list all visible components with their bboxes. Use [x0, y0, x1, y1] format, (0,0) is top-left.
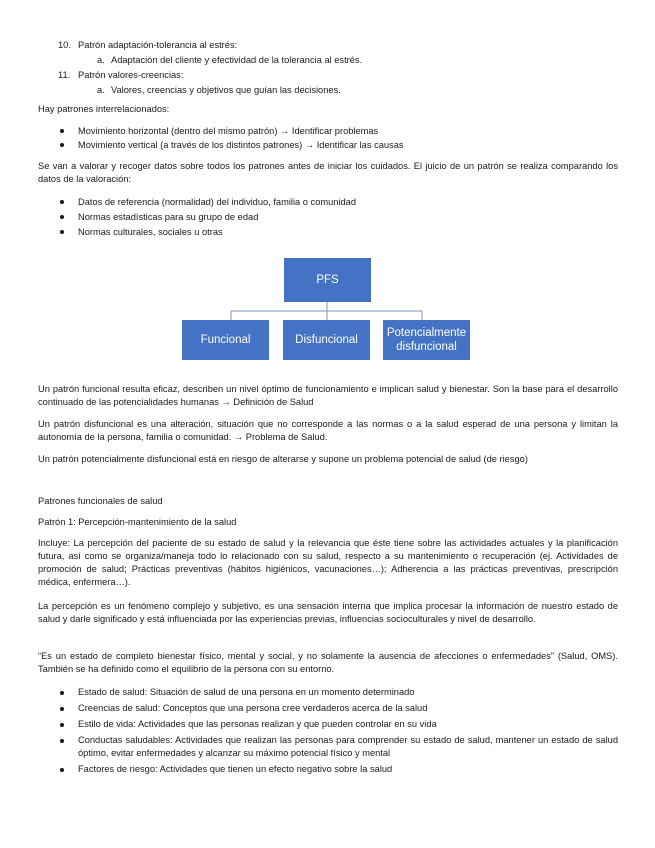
diagram-root-pfs: PFS	[284, 258, 371, 302]
diagram-node-potencialmente-disfuncional: Potencialmente disfuncional	[383, 320, 470, 360]
bullet-icon	[60, 143, 64, 147]
numbered-item-11: 11. Patrón valores-creencias:	[58, 70, 184, 80]
definition-disfuncional: Un patrón disfuncional es una alteración, situación que no corresponde a las normas o a la salud esperad de una persona y limitan la autonomía de la persona, familia o comunidad. → Problema de Salud.	[38, 419, 618, 442]
numbered-item-10: 10. Patrón adaptación-tolerancia al estrés:	[58, 40, 238, 50]
list-item: Factores de riesgo: Actividades que tienen un efecto negativo sobre la salud	[38, 763, 618, 776]
interrelated-heading: Hay patrones interrelacionados:	[38, 104, 170, 114]
sub-item-10a: a. Adaptación del cliente y efectividad de la tolerancia al estrés.	[97, 55, 363, 65]
diagram-node-disfuncional: Disfuncional	[283, 320, 370, 360]
includes-paragraph: Incluye: La percepción del paciente de su estado de salud y la relevancia que éste tiene sobre las actividades actuales y la planificación futura, así como se organiza/maneja todo lo relacionado con su salud, respecto a su mantenimiento o recuperación (ej. Actividades de promoción de salud; Prácticas preventivas (hábitos higiénicos, vacunaciones…); Adherencia a las prácticas preventivas, prescripción médica, enfermera…).	[38, 538, 618, 587]
bullet-icon	[60, 723, 64, 727]
bullet-icon	[60, 215, 64, 219]
diagram-node-funcional: Funcional	[182, 320, 269, 360]
oms-quote-paragraph: “Es un estado de completo bienestar físico, mental y social, y no solamente la ausencia de afecciones o enfermedades” (Salud, OMS). También se ha definido como el equilibrio de la persona con su entorno.	[38, 651, 618, 674]
list-item: Datos de referencia (normalidad) del individuo, familia o comunidad	[38, 195, 618, 210]
sub-item-11a: a. Valores, creencias y objetivos que guían las decisiones.	[97, 85, 341, 95]
definition-potencial: Un patrón potencialmente disfuncional está en riesgo de alterarse y supone un problema potencial de salud (de riesgo)	[38, 454, 528, 464]
pattern-1-title: Patrón 1: Percepción-mantenimiento de la salud	[38, 517, 237, 527]
definition-funcional: Un patrón funcional resulta eficaz, describen un nivel óptimo de funcionamiento e implican salud y bienestar. Son la base para el desarrollo continuado de las potencialidades humanas → Definición de Salud	[38, 384, 618, 407]
bullet-icon	[60, 230, 64, 234]
bullet-icon	[60, 768, 64, 772]
list-item: Estado de salud: Situación de salud de una persona en un momento determinado	[38, 686, 618, 699]
list-item: Normas estadísticas para su grupo de edad	[38, 210, 618, 225]
bullet-icon	[60, 707, 64, 711]
list-item: Movimiento horizontal (dentro del mismo patrón) → Identificar problemas	[38, 124, 618, 138]
assessment-paragraph: Se van a valorar y recoger datos sobre todos los patrones antes de iniciar los cuidados. El juicio de un patrón se realiza comparando los datos de la valoración:	[38, 161, 618, 184]
section-title: Patrones funcionales de salud	[38, 496, 163, 506]
bullet-icon	[60, 739, 64, 743]
bullet-icon	[60, 691, 64, 695]
interrelated-list	[38, 124, 618, 152]
list-item: Normas culturales, sociales u otras	[38, 225, 618, 240]
perception-paragraph: La percepción es un fenómeno complejo y subjetivo, es una sensación interna que implica procesar la información de nuestro estado de salud y darle significado y está influenciada por las experiencias previas, influencias socioculturales y nivel de desarrollo.	[38, 601, 618, 624]
list-item: Conductas saludables: Actividades que realizan las personas para comprender su estado de salud, mantener un estado de salud óptimo, evitar enfermedades y alcanzar su máximo potencial físico y mental	[38, 734, 618, 760]
health-concepts-list	[38, 686, 618, 776]
list-item: Creencias de salud: Conceptos que una persona cree verdaderos acerca de la salud	[38, 702, 618, 715]
bullet-icon	[60, 200, 64, 204]
assessment-list	[38, 195, 618, 240]
list-item: Estilo de vida: Actividades que las personas realizan y que pueden controlar en su vida	[38, 718, 618, 731]
bullet-icon	[60, 129, 64, 133]
list-item: Movimiento vertical (a través de los distintos patrones) → Identificar las causas	[38, 138, 618, 152]
